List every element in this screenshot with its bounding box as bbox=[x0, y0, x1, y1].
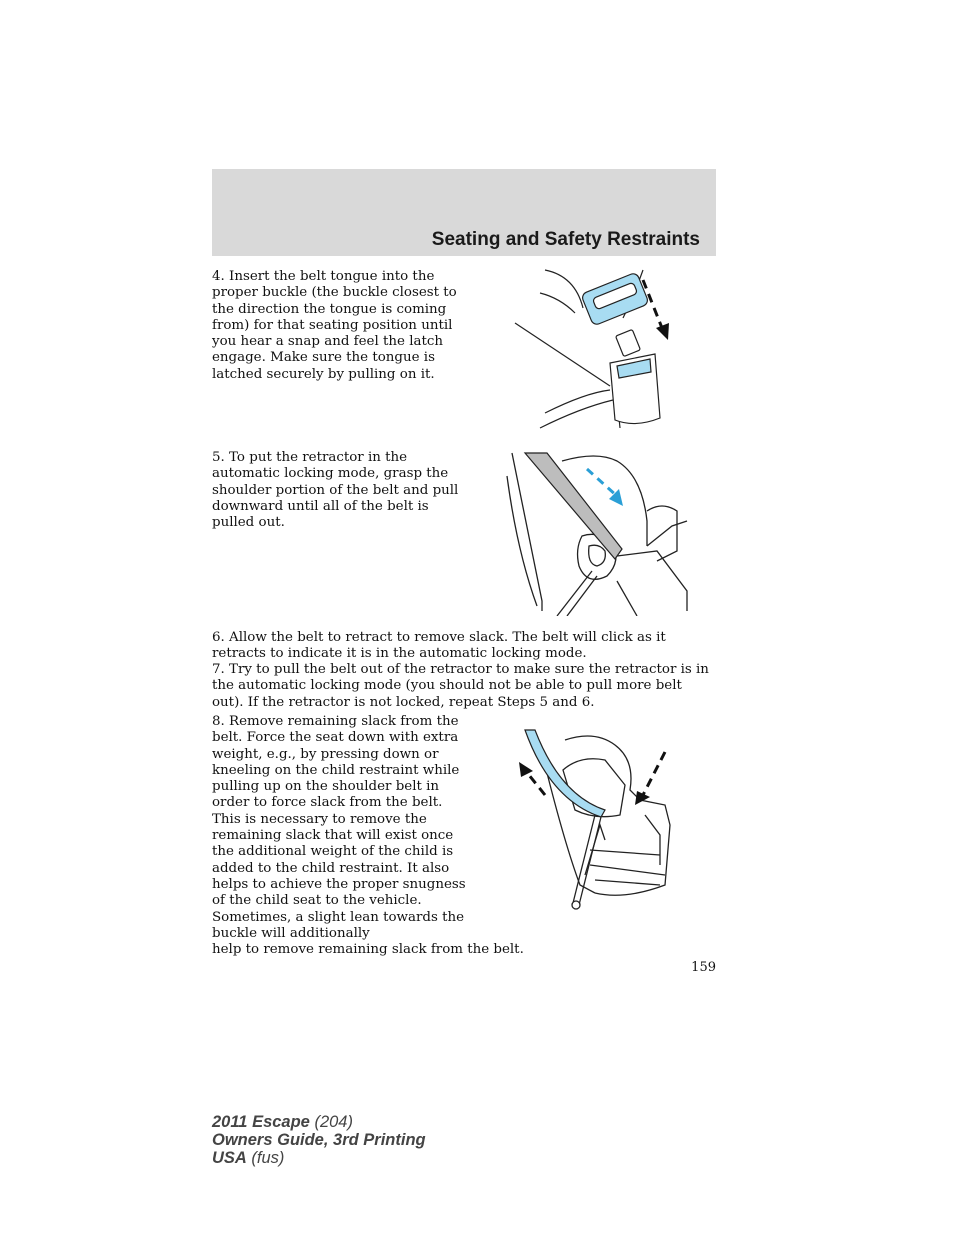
section-header-band bbox=[212, 169, 716, 256]
document-footer bbox=[212, 1113, 426, 1167]
step-8-text: 8. Remove remaining slack from the belt. Force the seat down with extra weight, e.g., by pressing down or kneeling on the child restraint while pulling up on the shoulder belt in order to force slack from the belt. This is necessary to remove the remaining slack that will exist once the additional weight of the child is added to the child restraint. It also helps to achieve the proper snugness of the child seat to the vehicle. Sometimes, a slight lean towards the buckle will additionally bbox=[212, 714, 466, 941]
footer-line-1: 2011 Escape (204) bbox=[212, 1113, 353, 1131]
footer-line-3: USA (fus) bbox=[212, 1149, 285, 1167]
step-6-text: 6. Allow the belt to retract to remove slack. The belt will click as it retracts to indicate it is in the automatic locking mode. bbox=[212, 630, 666, 662]
child-seat-slack-illustration bbox=[505, 725, 685, 910]
step-7-text: 7. Try to pull the belt out of the retractor to make sure the retractor is in the automatic locking mode (you should not be able to pull more belt out). If the retractor is not locked, repeat Steps 5 and 6. bbox=[212, 662, 709, 710]
footer-line-2: Owners Guide, 3rd Printing bbox=[212, 1131, 426, 1149]
page-number: 159 bbox=[691, 960, 716, 975]
step-4-text: 4. Insert the belt tongue into the proper buckle (the buckle closest to the direction the tongue is coming from) for that seating position until you hear a snap and feel the latch engage. Make sure the tongue is latched securely by pulling on it. bbox=[212, 269, 457, 382]
section-title: Seating and Safety Restraints bbox=[431, 229, 700, 250]
retractor-pull-illustration bbox=[497, 451, 692, 616]
step-5-text: 5. To put the retractor in the automatic locking mode, grasp the shoulder portion of the belt and pull downward until all of the belt is pulled out. bbox=[212, 450, 459, 531]
step-8-text-continued: help to remove remaining slack from the belt. bbox=[212, 942, 524, 957]
buckle-illustration bbox=[505, 268, 685, 433]
